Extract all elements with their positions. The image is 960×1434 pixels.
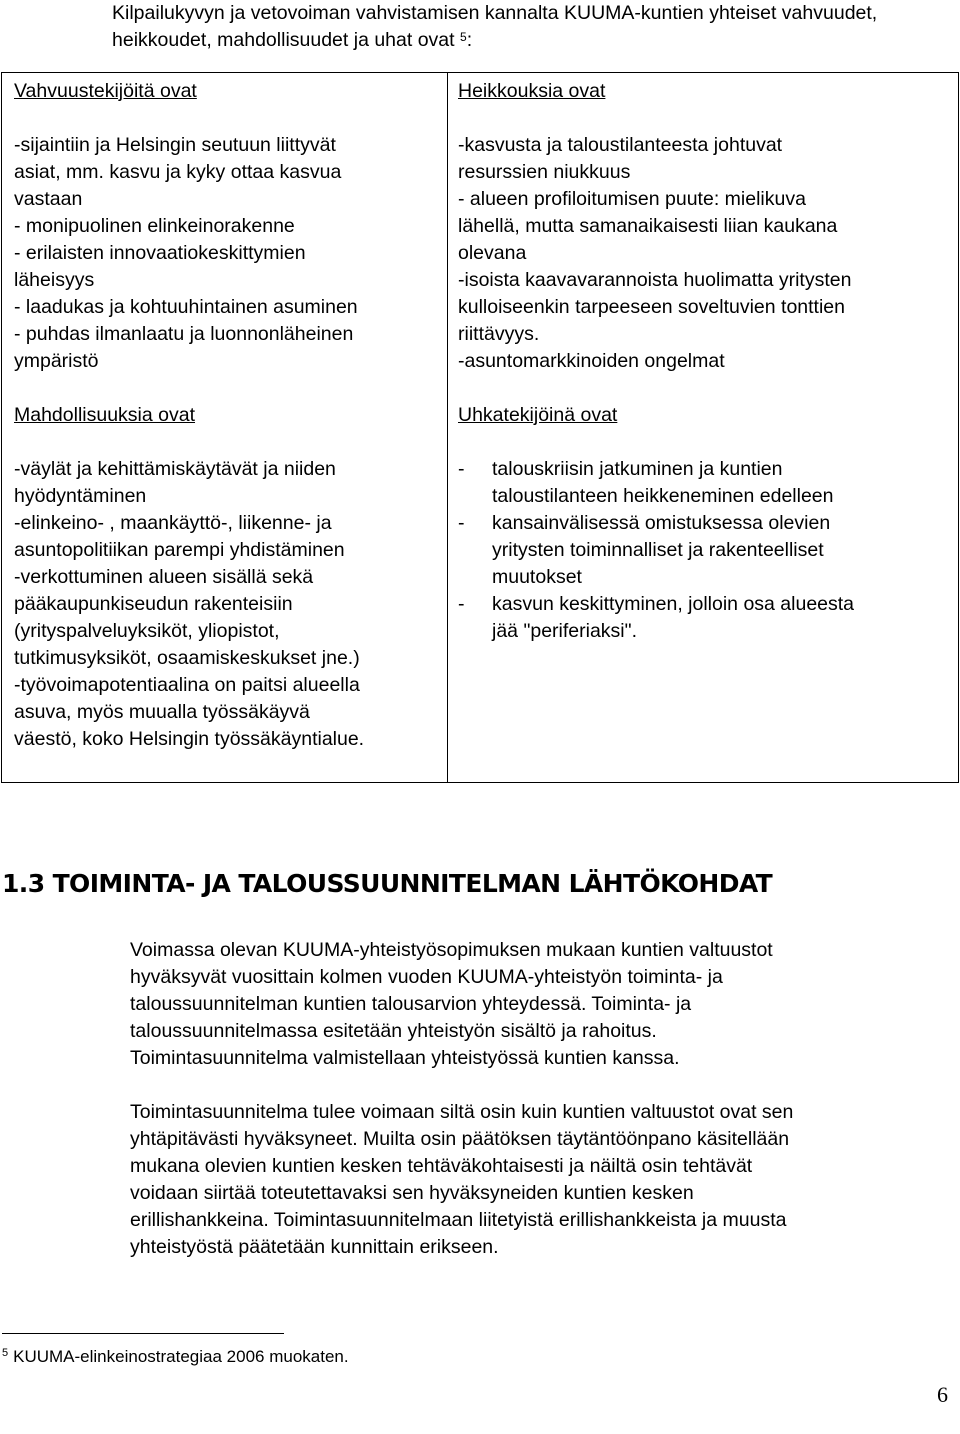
text-line: lähellä, mutta samanaikaisesti liian kaukana	[458, 215, 838, 237]
dash-marker: -	[458, 458, 465, 480]
text-line: - erilaisten innovaatiokeskittymien	[14, 242, 306, 264]
page-number: 6	[937, 1382, 948, 1407]
weaknesses-lines	[458, 132, 952, 375]
text-line: pääkaupunkiseudun rakenteisiin	[14, 593, 293, 615]
text-line: - laadukas ja kohtuuhintainen asuminen	[14, 296, 358, 318]
text-line: -verkottuminen alueen sisällä sekä	[14, 566, 314, 588]
footnote-text: KUUMA-elinkeinostrategiaa 2006 muokaten.	[13, 1347, 349, 1366]
text-line: läheisyys	[14, 269, 95, 291]
text-line: taloustilanteen heikkeneminen edelleen	[492, 485, 834, 507]
text-line: Toimintasuunnitelma valmistellaan yhteistyössä kuntien kanssa.	[130, 1047, 680, 1069]
text-line: Toimintasuunnitelma tulee voimaan siltä osin kuin kuntien valtuustot ovat sen	[130, 1101, 794, 1123]
swot-cell-left	[2, 73, 448, 783]
threat-item-lines	[492, 456, 952, 510]
text-line: taloussuunnitelmassa esitetään yhteistyön sisältö ja rahoitus.	[130, 1020, 657, 1042]
text-line: jää "periferiaksi".	[492, 620, 637, 642]
threat-item-lines	[492, 510, 952, 591]
text-line: - alueen profiloitumisen puute: mielikuva	[458, 188, 806, 210]
text-line: resurssien niukkuus	[458, 161, 631, 183]
intro-paragraph	[112, 0, 942, 54]
text-line: -väylät ja kehittämiskäytävät ja niiden	[14, 458, 336, 480]
text-line: - puhdas ilmanlaatu ja luonnonläheinen	[14, 323, 354, 345]
text-line: -sijaintiin ja Helsingin seutuun liittyvät	[14, 134, 336, 156]
text-line: talouskriisin jatkuminen ja kuntien	[492, 458, 783, 480]
intro-suffix: :	[466, 29, 473, 51]
text-line: asuntopolitiikan parempi yhdistäminen	[14, 539, 345, 561]
text-line: voidaan siirtää toteutettavaksi sen hyväksyneiden kuntien kesken	[130, 1182, 694, 1204]
threats-heading: Uhkatekijöinä ovat	[458, 404, 618, 426]
paragraph-1	[130, 937, 938, 1072]
text-line: asuva, myös muualla työssäkäyvä	[14, 701, 310, 723]
intro-text: Kilpailukyvyn ja vetovoiman vahvistamisen kannalta KUUMA-kuntien yhteiset vahvuudet, heikkoudet, mahdollisuudet ja uhat ovat	[112, 2, 878, 51]
text-line: tutkimusyksiköt, osaamiskeskukset jne.)	[14, 647, 360, 669]
threat-item	[458, 456, 952, 510]
text-line: -isoista kaavavarannoista huolimatta yritysten	[458, 269, 852, 291]
footnote-separator	[2, 1333, 284, 1334]
text-line: -asuntomarkkinoiden ongelmat	[458, 350, 725, 372]
text-line: kansainvälisessä omistuksessa olevien	[492, 512, 831, 534]
opportunities-lines	[14, 456, 441, 753]
swot-table	[1, 72, 959, 783]
text-line: riittävyys.	[458, 323, 540, 345]
text-line: - monipuolinen elinkeinorakenne	[14, 215, 295, 237]
threat-item	[458, 510, 952, 591]
section-heading: 1.3 TOIMINTA- JA TALOUSSUUNNITELMAN LÄHTÖKOHDAT	[2, 869, 773, 898]
intro-footnote-ref[interactable]: 5	[460, 30, 467, 44]
text-line: hyväksyvät vuosittain kolmen vuoden KUUMA-yhteistyön toiminta- ja	[130, 966, 723, 988]
paragraph-2	[130, 1099, 938, 1261]
text-line: väestö, koko Helsingin työssäkäyntialue.	[14, 728, 365, 750]
text-line: taloussuunnitelman kuntien talousarvion yhteydessä. Toiminta- ja	[130, 993, 692, 1015]
text-line: ympäristö	[14, 350, 99, 372]
text-line: kasvun keskittyminen, jolloin osa alueesta	[492, 593, 855, 615]
dash-marker: -	[458, 593, 465, 615]
threats-list	[458, 456, 952, 645]
text-line: hyödyntäminen	[14, 485, 147, 507]
text-line: -työvoimapotentiaalina on paitsi alueella	[14, 674, 360, 696]
text-line: Voimassa olevan KUUMA-yhteistyösopimuksen mukaan kuntien valtuustot	[130, 939, 773, 961]
dash-marker: -	[458, 512, 465, 534]
threat-item	[458, 591, 952, 645]
text-line: asiat, mm. kasvu ja kyky ottaa kasvua	[14, 161, 342, 183]
text-line: (yrityspalveluyksiköt, yliopistot,	[14, 620, 280, 642]
strengths-lines	[14, 132, 441, 375]
text-line: vastaan	[14, 188, 83, 210]
opportunities-heading: Mahdollisuuksia ovat	[14, 404, 196, 426]
text-line: muutokset	[492, 566, 582, 588]
weaknesses-heading: Heikkouksia ovat	[458, 80, 606, 102]
footnote	[2, 1346, 349, 1368]
swot-cell-right	[448, 73, 959, 783]
text-line: -elinkeino- , maankäyttö-, liikenne- ja	[14, 512, 332, 534]
text-line: erillishankkeina. Toimintasuunnitelmaan liitetyistä erillishankkeista ja muusta	[130, 1209, 787, 1231]
text-line: mukana olevien kuntien kesken tehtäväkohtaisesti ja näiltä osin tehtävät	[130, 1155, 753, 1177]
text-line: yhtäpitävästi hyväksyneet. Muilta osin päätöksen täytäntöönpano käsitellään	[130, 1128, 790, 1150]
threat-item-lines	[492, 591, 952, 645]
text-line: olevana	[458, 242, 527, 264]
strengths-heading: Vahvuustekijöitä ovat	[14, 80, 197, 102]
text-line: -kasvusta ja taloustilanteesta johtuvat	[458, 134, 783, 156]
text-line: kulloiseenkin tarpeeseen soveltuvien tonttien	[458, 296, 846, 318]
text-line: yhteistyöstä päätetään kunnittain erikseen.	[130, 1236, 499, 1258]
footnote-number: 5	[2, 1347, 9, 1359]
text-line: yritysten toiminnalliset ja rakenteelliset	[492, 539, 824, 561]
